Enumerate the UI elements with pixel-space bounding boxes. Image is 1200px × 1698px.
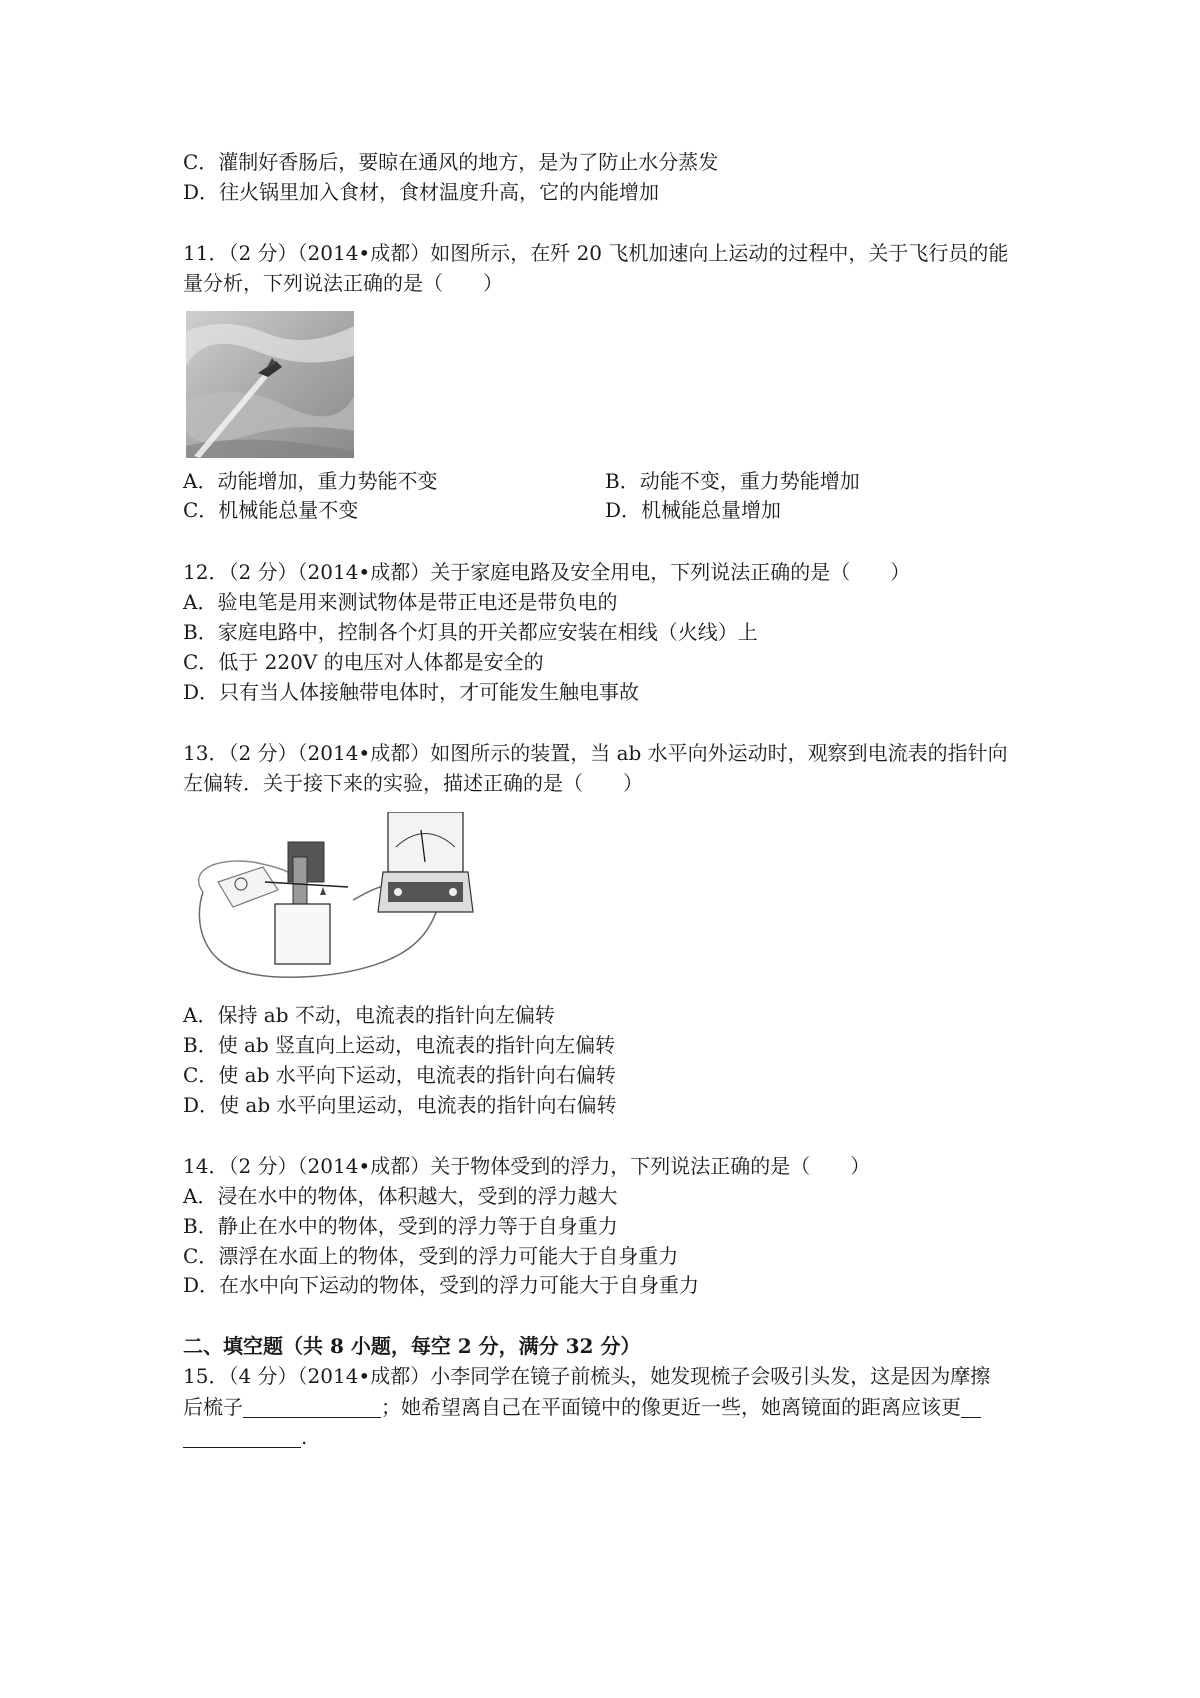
magnet-base	[275, 904, 330, 964]
q10-option-c: C．灌制好香肠后，要晾在通风的地方，是为了防止水分蒸发	[183, 150, 719, 174]
terminal-right	[449, 888, 457, 896]
q12-option-d: D．只有当人体接触带电体时，才可能发生触电事故	[183, 680, 640, 704]
q15-text-after-blank: ；她希望离自己在平面镜中的像更近一些，她离镜面的距离应该更	[381, 1395, 961, 1419]
terminal-left	[394, 888, 402, 896]
q11-stem-line1: 11．（2 分）（2014•成都）如图所示，在歼 20 飞机加速向上运动的过程中，关于飞行员的能	[183, 241, 1009, 265]
q15-answer-blank-1[interactable]	[243, 1397, 381, 1418]
q11-stem-line2: 量分析，下列说法正确的是（ ）	[183, 271, 503, 295]
magnet-pole	[293, 857, 307, 907]
q13-option-c: C．使 ab 水平向下运动，电流表的指针向右偏转	[183, 1063, 616, 1087]
terminal-marker	[320, 887, 326, 895]
q13-stem-line1: 13．（2 分）（2014•成都）如图所示的装置，当 ab 水平向外运动时，观察到电流表的指针向	[183, 741, 1008, 765]
q12-option-c: C．低于 220V 的电压对人体都是安全的	[183, 650, 544, 674]
q14-stem: 14．（2 分）（2014•成都）关于物体受到的浮力，下列说法正确的是（ ）	[183, 1154, 871, 1178]
q14-option-b: B．静止在水中的物体，受到的浮力等于自身重力	[183, 1214, 618, 1238]
q15-answer-blank-2-start[interactable]	[961, 1397, 981, 1418]
q15-stem-line3	[183, 1422, 307, 1452]
q10-option-d: D．往火锅里加入食材，食材温度升高，它的内能增加	[183, 180, 660, 204]
q11-option-c: C．机械能总量不变	[183, 498, 359, 522]
q13-option-a: A．保持 ab 不动，电流表的指针向左偏转	[183, 1003, 555, 1027]
q12-option-b: B．家庭电路中，控制各个灯具的开关都应安装在相线（火线）上	[183, 620, 758, 644]
galvanometer-face	[388, 812, 463, 872]
jet-photo-figure	[186, 311, 354, 458]
q11-option-d: D．机械能总量增加	[605, 498, 782, 522]
q11-option-b: B．动能不变，重力势能增加	[605, 469, 860, 493]
q14-option-a: A．浸在水中的物体，体积越大，受到的浮力越大	[183, 1184, 618, 1208]
q15-answer-blank-2[interactable]	[183, 1427, 301, 1448]
section-heading: 二、填空题（共 8 小题，每空 2 分，满分 32 分）	[183, 1334, 641, 1358]
q14-option-c: C．漂浮在水面上的物体，受到的浮力可能大于自身重力	[183, 1244, 679, 1268]
q15-stem-line1: 15．（4 分）（2014•成都）小李同学在镜子前梳头，她发现梳子会吸引头发，这是因为摩擦	[183, 1364, 991, 1388]
q12-option-a: A．验电笔是用来测试物体是带正电还是带负电的	[183, 590, 618, 614]
q13-stem-line2: 左偏转．关于接下来的实验，描述正确的是（ ）	[183, 771, 643, 795]
q13-option-d: D．使 ab 水平向里运动，电流表的指针向右偏转	[183, 1093, 617, 1117]
q14-option-d: D．在水中向下运动的物体，受到的浮力可能大于自身重力	[183, 1273, 700, 1297]
q15-text-before-blank: 后梳子	[183, 1395, 243, 1419]
q15-stem-line2	[183, 1392, 981, 1422]
q11-option-a: A．动能增加，重力势能不变	[183, 469, 438, 493]
q13-option-b: B．使 ab 竖直向上运动，电流表的指针向左偏转	[183, 1033, 616, 1057]
galvanometer-experiment-figure	[183, 812, 478, 990]
switch-base	[218, 867, 278, 907]
q12-stem: 12．（2 分）（2014•成都）关于家庭电路及安全用电，下列说法正确的是（ ）	[183, 560, 911, 584]
q15-period: .	[301, 1425, 308, 1449]
